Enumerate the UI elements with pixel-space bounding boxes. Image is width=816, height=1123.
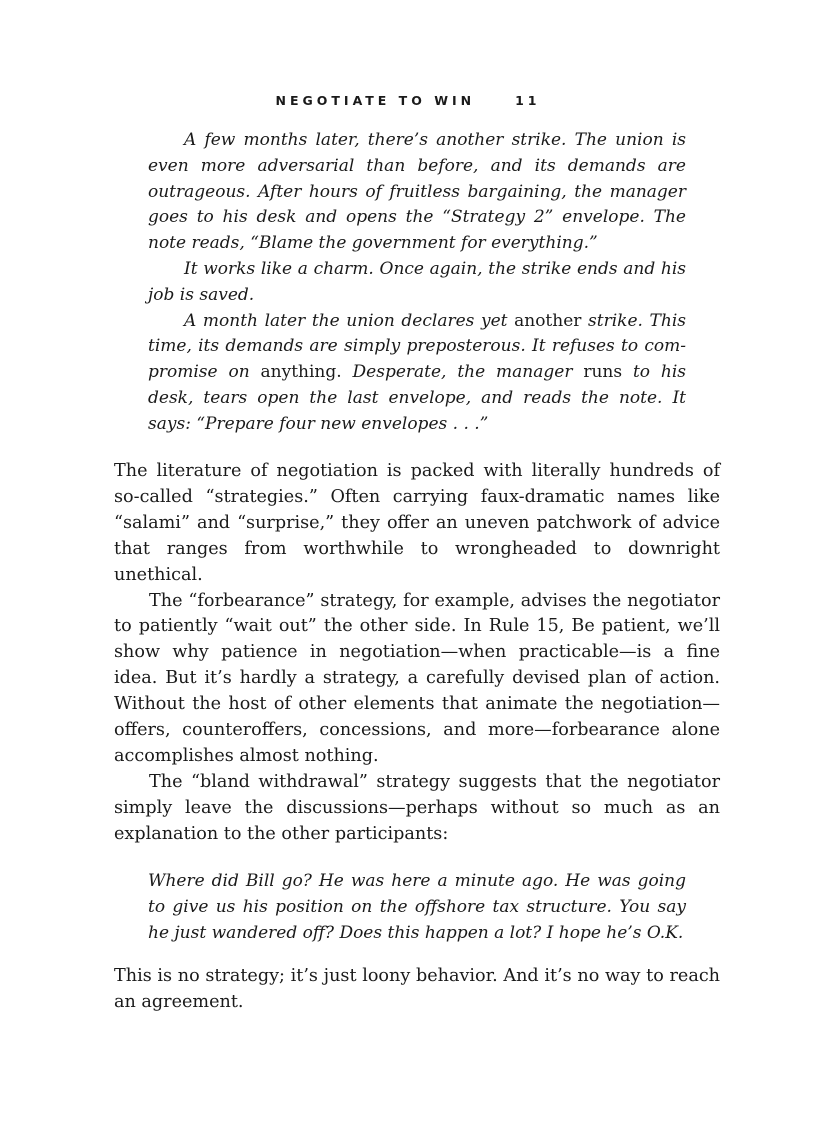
- extract-paragraph: [148, 309, 686, 438]
- anecdote-extract: [148, 128, 686, 438]
- running-head-title: NEGOTIATE TO WIN: [275, 93, 476, 108]
- extract-text: strike. This time, its demands are simply preposterous. It refuses to compromise on: [148, 310, 686, 383]
- body-section: [114, 459, 720, 848]
- extract-paragraph: It works like a charm. Once again, the strike ends and his job is saved.: [148, 258, 686, 305]
- body-paragraph: The literature of negotiation is packed with literally hundreds of so-called “strategies.” Often carrying faux-dramatic names like “salami” and “surprise,” they offer an uneven patchwork of advice that ranges from worthwhile to wrongheaded to downright unethical.: [114, 461, 720, 585]
- page-number: 11: [515, 93, 541, 108]
- running-head: [0, 93, 816, 108]
- extract-paragraph: A few months later, there’s another strike. The union is even more adversarial than before, and its demands are outrageous. After hours of fruitless bargaining, the manager goes to his desk and opens the “Strategy 2” envelope. The note reads, “Blame the government for everything.”: [148, 130, 686, 254]
- extract-text: A month later the union declares yet: [184, 310, 515, 331]
- closing-section: [114, 964, 720, 1016]
- emphasis-text: another: [514, 310, 582, 331]
- body-paragraph: This is no strategy; it’s just loony behavior. And it’s no way to reach an agreement.: [114, 966, 720, 1012]
- emphasis-text: runs: [583, 362, 623, 383]
- body-paragraph: The “bland withdrawal” strategy suggests that the negotiator simply leave the discussions—perhaps without so much as an explanation to the other participants:: [114, 771, 720, 844]
- extract-paragraph: Where did Bill go? He was here a minute ago. He was going to give us his position on the offshore tax structure. You say he just wandered off? Does this happen a lot? I hope he’s O.K.: [148, 871, 686, 943]
- emphasis-text: anything.: [260, 362, 342, 383]
- extract-text: Desperate, the manager: [341, 362, 584, 383]
- body-paragraph: The “forbearance” strategy, for example, advises the negotiator to patiently “wait out” the other side. In Rule 15, Be patient, we’ll show why patience in negotiation—when practicable—is a fine idea. But it’s hardly a strategy, a carefully devised plan of action. Without the host of other elements that animate the negotiation—offers, counteroffers, concessions, and more—forbearance alone accomplishes almost nothing.: [114, 590, 720, 766]
- quote-extract: [148, 869, 686, 946]
- extract-text: to his desk, tears open the last envelope, and reads the note. It says: “Prepare four new envelopes . . .”: [148, 362, 687, 434]
